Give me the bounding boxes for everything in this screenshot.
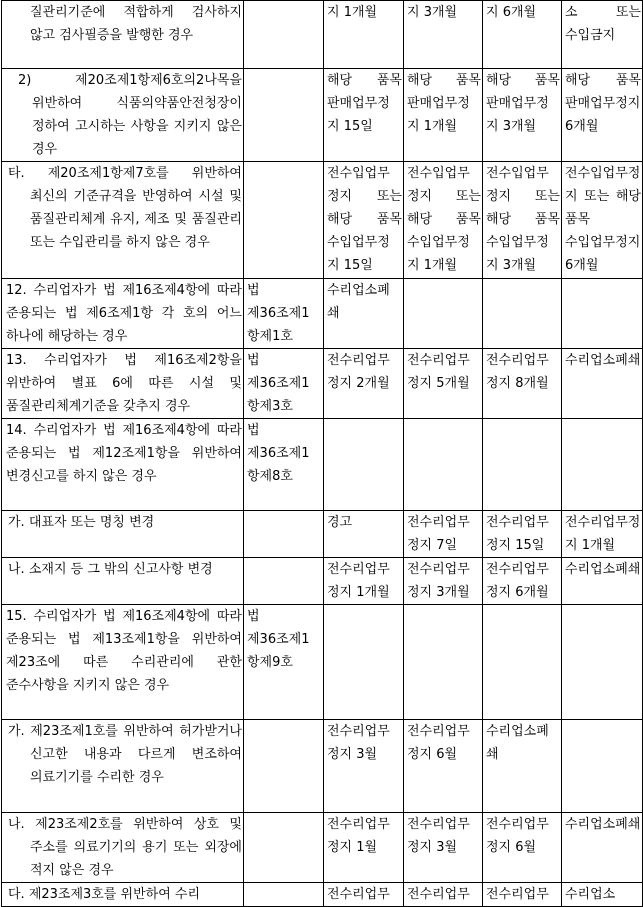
penalty-4th-cell xyxy=(562,279,643,349)
penalty-3rd-cell: 전수리업무정지 15일 xyxy=(483,511,562,558)
penalty-1st-cell: 경고 xyxy=(324,511,404,558)
penalty-3rd-cell: 전수입업무정지 또는 해당 품목 수입업무정지 3개월 xyxy=(483,162,562,279)
violation-cell: 2) 제20조제1항제6호의2나목을 위반하여 식품의약품안전청장이 정하여 고시하는 사항을 지키지 않은 경우 xyxy=(2,69,244,162)
penalty-2nd-cell: 해당 품목 판매업무정지 1개월 xyxy=(404,69,483,162)
penalty-2nd-cell xyxy=(404,605,483,720)
penalty-4th-cell: 수리업소폐쇄 xyxy=(562,558,643,605)
violation-cell: 15. 수리업자가 법 제16조제4항에 따라 준용되는 법 제13조제1항을 위반하여 제23조에 따른 수리관리에 관한 준수사항을 지키지 않은 경우 xyxy=(2,605,244,720)
penalty-4th-cell xyxy=(562,605,643,720)
law-cell xyxy=(244,720,324,813)
penalty-1st-cell: 전수입업무정지 또는 해당 품목 수입업무정지 15일 xyxy=(324,162,404,279)
law-cell xyxy=(244,511,324,558)
penalty-3rd-cell: 전수리업무 xyxy=(483,883,562,907)
penalty-2nd-cell: 전수리업무정지 5개월 xyxy=(404,349,483,419)
violation-cell: 14. 수리업자가 법 제16조제4항에 따라 준용되는 법 제12조제1항을 위반하여 변경신고를 하지 않은 경우 xyxy=(2,419,244,511)
law-cell: 법 제36조제1항제9호 xyxy=(244,605,324,720)
penalty-3rd-cell: 해당 품목 판매업무정지 3개월 xyxy=(483,69,562,162)
violation-cell: 타. 제20조제1항제7호를 위반하여 최신의 기준규격을 반영하여 시설 및 품질관리체계 유지, 제조 및 품질관리 또는 수입관리를 하지 않은 경우 xyxy=(2,162,244,279)
law-cell xyxy=(244,813,324,883)
penalty-1st-cell xyxy=(324,605,404,720)
penalty-3rd-cell: 전수리업무정지 6월 xyxy=(483,813,562,883)
violation-cell: 나. 소재지 등 그 밖의 신고사항 변경 xyxy=(2,558,244,605)
table-row xyxy=(2,69,643,162)
penalty-2nd-cell: 전수리업무정지 3월 xyxy=(404,813,483,883)
law-cell xyxy=(244,558,324,605)
penalty-4th-cell: 수리업소 xyxy=(562,883,643,907)
violation-cell: 다. 제23조제3호를 위반하여 수리 xyxy=(2,883,244,907)
penalty-2nd-cell: 전수리업무정지 7일 xyxy=(404,511,483,558)
penalty-3rd-cell: 지 6개월 xyxy=(483,1,562,69)
table-row xyxy=(2,349,643,419)
table-row xyxy=(2,279,643,349)
penalty-4th-cell: 해당 품목 판매업무정지 6개월 xyxy=(562,69,643,162)
penalty-1st-cell: 지 1개월 xyxy=(324,1,404,69)
penalty-1st-cell: 전수리업무정지 3월 xyxy=(324,720,404,813)
table-row xyxy=(2,605,643,720)
law-cell xyxy=(244,69,324,162)
penalty-4th-cell: 소 또는 수입금지 xyxy=(562,1,643,69)
table-row xyxy=(2,813,643,883)
violation-cell: 12. 수리업자가 법 제16조제4항에 따라 준용되는 법 제6조제1항 각 호의 어느 하나에 해당하는 경우 xyxy=(2,279,244,349)
violation-cell: 가. 제23조제1호를 위반하여 허가받거나 신고한 내용과 다르게 변조하여 의료기기를 수리한 경우 xyxy=(2,720,244,813)
law-cell xyxy=(244,162,324,279)
penalty-3rd-cell: 전수리업무정지 8개월 xyxy=(483,349,562,419)
penalty-3rd-cell xyxy=(483,279,562,349)
penalty-1st-cell xyxy=(324,419,404,511)
penalty-4th-cell: 전수리업무정지 1개월 xyxy=(562,511,643,558)
penalty-2nd-cell: 전수입업무정지 또는 해당 품목 수입업무정지 1개월 xyxy=(404,162,483,279)
law-cell xyxy=(244,1,324,69)
table-row xyxy=(2,558,643,605)
violation-cell: 13. 수리업자가 법 제16조제2항을 위반하여 별표 6에 따른 시설 및 품질관리체계기준을 갖추지 경우 xyxy=(2,349,244,419)
penalty-3rd-cell: 전수리업무정지 6개월 xyxy=(483,558,562,605)
table-row xyxy=(2,1,643,69)
penalty-2nd-cell: 전수리업무 xyxy=(404,883,483,907)
law-cell: 법 제36조제1항제3호 xyxy=(244,349,324,419)
violation-cell: 질관리기준에 적합하게 검사하지 않고 검사필증을 발행한 경우 xyxy=(2,1,244,69)
penalty-4th-cell: 수리업소폐쇄 xyxy=(562,813,643,883)
penalty-2nd-cell: 전수리업무정지 3개월 xyxy=(404,558,483,605)
table-row xyxy=(2,720,643,813)
penalty-4th-cell xyxy=(562,720,643,813)
violation-cell: 가. 대표자 또는 명칭 변경 xyxy=(2,511,244,558)
penalty-2nd-cell: 지 3개월 xyxy=(404,1,483,69)
penalty-4th-cell xyxy=(562,419,643,511)
table-row xyxy=(2,511,643,558)
penalty-4th-cell: 전수입업무정지 또는 해당 품목 수입업무정지 6개월 xyxy=(562,162,643,279)
penalty-1st-cell: 전수리업무정지 2개월 xyxy=(324,349,404,419)
penalty-table xyxy=(1,0,643,907)
penalty-2nd-cell xyxy=(404,419,483,511)
penalty-1st-cell: 해당 품목 판매업무정지 15일 xyxy=(324,69,404,162)
penalty-4th-cell: 수리업소폐쇄 xyxy=(562,349,643,419)
table-row xyxy=(2,419,643,511)
penalty-2nd-cell: 전수리업무정지 6월 xyxy=(404,720,483,813)
penalty-3rd-cell xyxy=(483,605,562,720)
violation-cell: 나. 제23조제2호를 위반하여 상호 및 주소를 의료기기의 용기 또는 외장에 적지 않은 경우 xyxy=(2,813,244,883)
penalty-1st-cell: 수리업소폐쇄 xyxy=(324,279,404,349)
penalty-1st-cell: 전수리업무정지 1개월 xyxy=(324,558,404,605)
law-cell: 법 제36조제1항제1호 xyxy=(244,279,324,349)
penalty-3rd-cell xyxy=(483,419,562,511)
penalty-1st-cell: 전수리업무 xyxy=(324,883,404,907)
law-cell: 법 제36조제1항제8호 xyxy=(244,419,324,511)
penalty-1st-cell: 전수리업무정지 1월 xyxy=(324,813,404,883)
table-row xyxy=(2,162,643,279)
penalty-3rd-cell: 수리업소폐쇄 xyxy=(483,720,562,813)
penalty-2nd-cell xyxy=(404,279,483,349)
